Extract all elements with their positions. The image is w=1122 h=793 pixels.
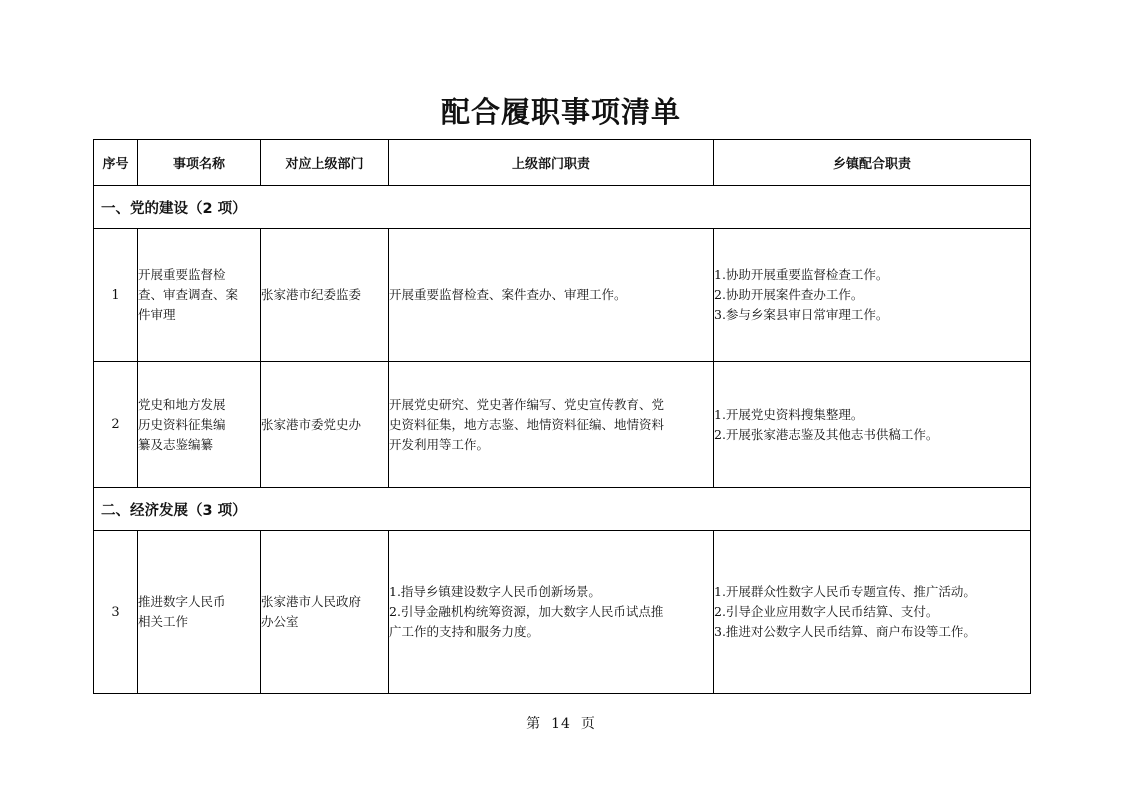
page-title: 配合履职事项清单	[440, 95, 681, 129]
page-number	[0, 713, 1122, 733]
superior-duty	[389, 362, 714, 488]
page-prefix: 第	[526, 716, 542, 732]
text-line: 办公室	[261, 614, 299, 629]
township-duty	[714, 531, 1031, 694]
text-line: 历史资料征集编	[138, 416, 226, 432]
duty-table	[93, 139, 1031, 694]
text-line: 2.引导金融机构统筹资源，加大数字人民币试点推	[389, 604, 664, 619]
text-line: 开发利用等工作。	[389, 436, 490, 452]
text-line: 2.开展张家港志鉴及其他志书供稿工作。	[714, 426, 939, 442]
section-row	[94, 186, 1031, 229]
text-line: 开展重要监督检	[138, 267, 226, 282]
table-row	[94, 362, 1031, 488]
text-line: 张家港市纪委监委	[261, 287, 362, 302]
header-duty: 上级部门职责	[389, 140, 714, 186]
text-line: 查、审查调查、案	[138, 287, 239, 302]
section-row	[94, 488, 1031, 531]
page-value: 14	[551, 716, 571, 732]
table-row	[94, 229, 1031, 362]
text-line: 党史和地方发展	[138, 396, 226, 412]
superior-dept	[261, 229, 389, 362]
section-heading: 一、党的建设（2 项）	[94, 186, 1031, 229]
township-duty	[714, 229, 1031, 362]
row-number: 2	[94, 362, 138, 488]
text-line: 开展重要监督检查、案件查办、审理工作。	[389, 287, 627, 302]
text-line: 1.开展群众性数字人民币专题宣传、推广活动。	[714, 584, 976, 599]
item-name	[138, 229, 261, 362]
table-header-row	[94, 140, 1031, 186]
text-line: 1.开展党史资料搜集整理。	[714, 406, 864, 422]
section-heading: 二、经济发展（3 项）	[94, 488, 1031, 531]
superior-duty	[389, 531, 714, 694]
text-line: 张家港市委党史办	[261, 416, 362, 432]
header-dept: 对应上级部门	[261, 140, 389, 186]
superior-dept	[261, 531, 389, 694]
text-line: 相关工作	[138, 614, 189, 629]
header-coop: 乡镇配合职责	[714, 140, 1031, 186]
text-line: 2.协助开展案件查办工作。	[714, 287, 864, 302]
text-line: 推进数字人民币	[138, 594, 226, 609]
page-suffix: 页	[580, 716, 596, 732]
table-row	[94, 531, 1031, 694]
text-line: 3.参与乡案县审日常审理工作。	[714, 307, 889, 322]
header-item: 事项名称	[138, 140, 261, 186]
text-line: 史资料征集，地方志鉴、地情资料征编、地情资料	[389, 416, 665, 432]
text-line: 张家港市人民政府	[261, 594, 362, 609]
text-line: 1.协助开展重要监督检查工作。	[714, 267, 889, 282]
item-name	[138, 362, 261, 488]
text-line: 件审理	[138, 307, 176, 322]
text-line: 1.指导乡镇建设数字人民币创新场景。	[389, 584, 601, 599]
superior-dept	[261, 362, 389, 488]
text-line: 2.引导企业应用数字人民币结算、支付。	[714, 604, 939, 619]
text-line: 3.推进对公数字人民币结算、商户布设等工作。	[714, 624, 976, 639]
township-duty	[714, 362, 1031, 488]
superior-duty	[389, 229, 714, 362]
row-number: 3	[94, 531, 138, 694]
header-no: 序号	[94, 140, 138, 186]
text-line: 纂及志鉴编纂	[138, 436, 214, 452]
row-number: 1	[94, 229, 138, 362]
text-line: 广工作的支持和服务力度。	[389, 624, 540, 639]
item-name	[138, 531, 261, 694]
text-line: 开展党史研究、党史著作编写、党史宣传教育、党	[389, 396, 665, 412]
